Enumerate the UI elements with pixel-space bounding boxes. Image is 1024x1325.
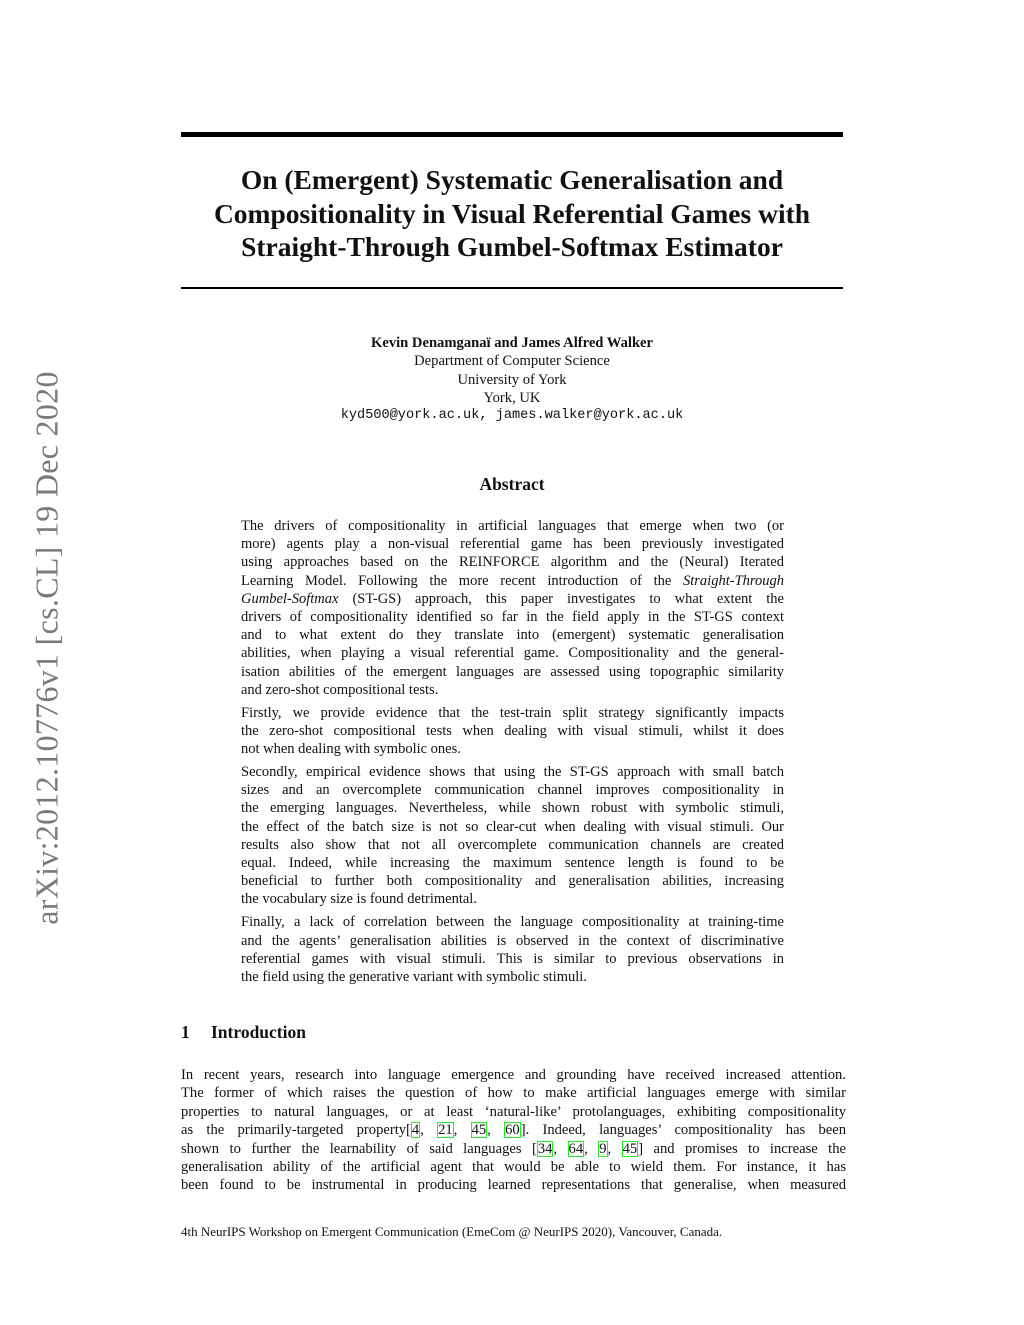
- text-line: and zero-shot compositional tests.: [241, 681, 439, 698]
- italic-term: Straight-Through: [683, 572, 784, 589]
- author-emails: kyd500@york.ac.uk, james.walker@york.ac.uk: [340, 408, 684, 424]
- venue-footnote: 4th NeurIPS Workshop on Emergent Communication (EmeCom @ NeurIPS 2020), Vancouver, Canada.: [181, 1224, 723, 1239]
- text-line: drivers of compositionality identified so far in the field apply in the ST-GS context: [241, 608, 784, 625]
- text-line: referential games with visual stimuli. This is similar to previous observations in: [241, 950, 784, 967]
- text-line: Finally, a lack of correlation between the language compositionality at training-time: [241, 914, 784, 931]
- abstract-paragraph: [241, 517, 784, 699]
- abstract-paragraph: [241, 763, 784, 909]
- text-line: the vocabulary size is found detrimental.: [241, 891, 477, 908]
- text-line: The drivers of compositionality in artificial languages that emerge when two (or: [241, 518, 784, 534]
- text-line: Learning Model. Following the more recent introduction of the Straight-Through: [241, 572, 784, 589]
- section-number: 1: [181, 1022, 190, 1042]
- title-bottom-rule: [181, 287, 843, 289]
- text-line: not when dealing with symbolic ones.: [241, 741, 461, 758]
- text-line: and to what extent do they translate into (emergent) systematic generalisation: [241, 627, 784, 644]
- text-line: sizes and an overcomplete communication channel improves compositionality in: [241, 782, 784, 799]
- title-line: On (Emergent) Systematic Generalisation and: [240, 164, 784, 195]
- abstract-paragraph: [241, 913, 784, 986]
- citation-link[interactable]: 45: [471, 1122, 487, 1139]
- citation-link[interactable]: 60: [505, 1122, 520, 1139]
- section-heading-introduction: [181, 1022, 306, 1043]
- citation-link[interactable]: 64: [568, 1140, 584, 1157]
- author-block: [200, 334, 824, 425]
- abstract-heading: Abstract: [479, 474, 545, 494]
- text-line: the field using the generative variant with symbolic stimuli.: [241, 968, 587, 985]
- author-names: Kevin Denamganaï and James Alfred Walker: [370, 335, 654, 351]
- title-line: Straight-Through Gumbel-Softmax Estimator: [241, 231, 783, 262]
- text-line: Secondly, empirical evidence shows that using the ST-GS approach with small batch: [241, 764, 784, 781]
- text-line: shown to further the learnability of said languages [34, 64, 9, 45] and promises to increase the: [181, 1140, 846, 1157]
- author-university: University of York: [457, 371, 567, 388]
- section-title: Introduction: [211, 1022, 306, 1042]
- text-line: equal. Indeed, while increasing the maximum sentence length is found to be: [241, 854, 784, 871]
- text-line: In recent years, research into language emergence and grounding have received increased attention.: [181, 1067, 846, 1083]
- abstract-paragraph: [241, 704, 784, 759]
- text-line: properties to natural languages, or at least ‘natural-like’ protolanguages, exhibiting compositionality: [181, 1103, 846, 1120]
- title-top-rule: [181, 132, 843, 137]
- text-line: isation abilities of the emergent languages are assessed using topographic similarity: [241, 663, 784, 680]
- text-line: Gumbel-Softmax (ST-GS) approach, this paper investigates to what extent the: [241, 590, 784, 607]
- text-line: been found to be instrumental in producing learned representations that generalise, when measured: [181, 1177, 846, 1194]
- text-line: Firstly, we provide evidence that the test-train split strategy significantly impacts: [241, 704, 784, 721]
- text-line: the effect of the batch size is not so clear-cut when dealing with visual stimuli. Our: [241, 818, 784, 835]
- introduction-body: [181, 1066, 846, 1195]
- title-line: Compositionality in Visual Referential Games with: [213, 197, 811, 229]
- citation-link[interactable]: 4: [411, 1122, 420, 1139]
- text-line: generalisation ability of the artificial agent that would be able to wield them. For instance, it has: [181, 1158, 846, 1175]
- text-line: the emerging languages. Nevertheless, while shown robust with symbolic stimuli,: [241, 800, 784, 817]
- citation-link[interactable]: 34: [537, 1140, 553, 1157]
- italic-term: Gumbel-Softmax: [241, 590, 339, 607]
- text-line: using approaches based on the REINFORCE algorithm and the (Neural) Iterated: [241, 554, 784, 571]
- citation-link[interactable]: 9: [599, 1140, 607, 1157]
- abstract-body: [241, 517, 784, 991]
- arxiv-identifier-stamp: arXiv:2012.10776v1 [cs.CL] 19 Dec 2020: [28, 371, 65, 925]
- text-line: abilities, when playing a visual referential game. Compositionality and the general-: [241, 645, 784, 662]
- author-department: Department of Computer Science: [414, 353, 610, 370]
- citation-link[interactable]: 45: [622, 1140, 638, 1157]
- author-location: York, UK: [483, 389, 541, 406]
- text-line: the zero-shot compositional tests when dealing with visual stimuli, whilst it does: [241, 722, 784, 739]
- text-line: more) agents play a non-visual referential game has been previously investigated: [241, 536, 784, 553]
- paper-title: [150, 163, 874, 264]
- citation-link[interactable]: 21: [438, 1122, 453, 1139]
- text-line: and the agents’ generalisation abilities is observed in the context of discriminative: [241, 932, 784, 949]
- text-line: results also show that not all overcomplete communication channels are created: [241, 836, 784, 853]
- text-line: The former of which raises the question of how to make artificial languages emerge with similar: [181, 1085, 846, 1102]
- text-line: beneficial to further both compositionality and generalisation abilities, increasing: [241, 873, 784, 890]
- text-line: as the primarily-targeted property[4, 21, 45, 60]. Indeed, languages’ compositionality has been: [181, 1122, 846, 1139]
